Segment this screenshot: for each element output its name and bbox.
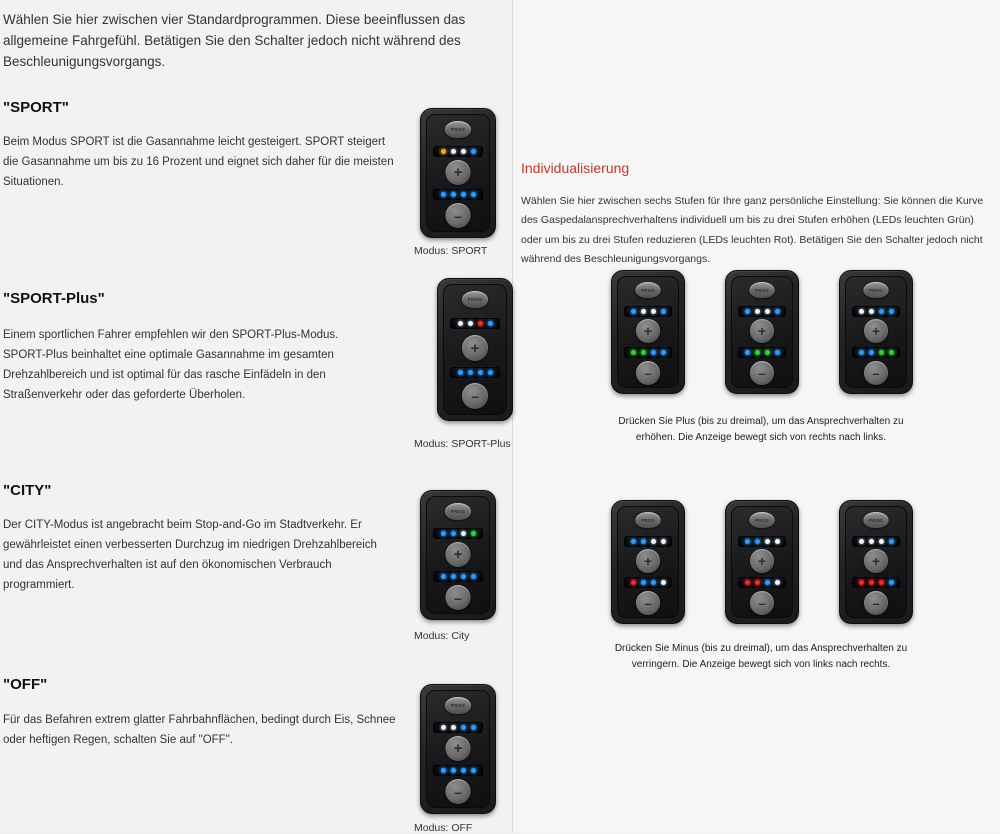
led — [765, 580, 770, 585]
minus-symbol: – — [454, 589, 462, 606]
led — [441, 725, 446, 730]
led — [471, 149, 476, 154]
device-face — [845, 276, 907, 388]
caption-sport: Modus: SPORT — [414, 245, 488, 257]
plus-button[interactable] — [864, 549, 888, 573]
right-column — [513, 0, 1000, 833]
led — [471, 725, 476, 730]
led — [755, 309, 760, 314]
minus-symbol: – — [758, 595, 766, 611]
led-row-bottom — [624, 347, 672, 358]
section-title-sport: "SPORT" — [3, 99, 69, 116]
led — [661, 539, 666, 544]
led — [651, 539, 656, 544]
led — [451, 192, 456, 197]
led — [451, 149, 456, 154]
device-face — [731, 506, 793, 618]
led — [451, 725, 456, 730]
led — [471, 574, 476, 579]
plus-symbol: + — [871, 553, 881, 569]
led — [461, 531, 466, 536]
led — [755, 580, 760, 585]
minus-symbol: – — [454, 783, 462, 800]
led — [641, 580, 646, 585]
section-title-city: "CITY" — [3, 482, 52, 499]
led-row-top — [738, 306, 786, 317]
led — [765, 309, 770, 314]
led-row-top-off — [433, 722, 483, 733]
led-row-top — [852, 536, 900, 547]
minus-button[interactable] — [636, 361, 660, 385]
led-row-top — [738, 536, 786, 547]
led-row-bottom — [852, 577, 900, 588]
led — [441, 149, 446, 154]
device-sport[interactable] — [420, 108, 496, 238]
prog-button[interactable]: PROG — [864, 282, 889, 298]
minus-button[interactable] — [750, 591, 774, 615]
led — [869, 580, 874, 585]
led — [468, 370, 473, 375]
minus-symbol: – — [644, 365, 652, 381]
led-row-top-sport-plus — [450, 318, 500, 329]
led — [661, 350, 666, 355]
section-body-city: Der CITY-Modus ist angebracht beim Stop-and-Go im Stadtverkehr. Er gewährleistet einen verbesserten Durchzug im niedrigen Drehzahlbereich und das Ansprechverhalten ist auf den ökonomischen Verbrauch programmiert. — [3, 519, 377, 592]
led — [745, 580, 750, 585]
prog-button-sport[interactable]: PROG — [445, 121, 471, 138]
plus-button-city[interactable] — [446, 542, 471, 567]
minus-button-off[interactable] — [446, 779, 471, 804]
minus-row-caption: Drücken Sie Minus (bis zu dreimal), um das Ansprechverhalten zu verringern. Die Anzeige bewegt sich von links nach rechts. — [614, 643, 908, 670]
minus-symbol: – — [758, 365, 766, 381]
prog-button-sport-plus[interactable]: PROG — [462, 291, 488, 308]
led — [478, 370, 483, 375]
prog-button[interactable]: PROG — [750, 512, 775, 528]
led — [879, 580, 884, 585]
led — [458, 370, 463, 375]
led — [859, 350, 864, 355]
plus-button-sport[interactable] — [446, 160, 471, 185]
individualisierung-body: Wählen Sie hier zwischen sechs Stufen für Ihre ganz persönliche Einstellung: Sie können die Kurve des Gaspedalansprechverhaltens individuell um bis zu drei Stufen erhöhen (LEDs leuchten Grün) oder um bis zu drei Stufen reduzieren (LEDs leuchten Rot). Betätigen Sie den Schalter jedoch nicht während des Beschleunigungsvorgangs. — [521, 195, 984, 266]
led-row-top — [624, 306, 672, 317]
section-title-sport-plus: "SPORT-Plus" — [3, 290, 105, 307]
led-row-top-city — [433, 528, 483, 539]
led — [889, 580, 894, 585]
device-face — [617, 276, 679, 388]
caption-sport-plus: Modus: SPORT-Plus — [414, 438, 511, 450]
led — [661, 580, 666, 585]
plus-button[interactable] — [636, 319, 660, 343]
led — [869, 350, 874, 355]
prog-button[interactable]: PROG — [636, 512, 661, 528]
led — [461, 192, 466, 197]
section-body-sport: Beim Modus SPORT ist die Gasannahme leicht gesteigert. SPORT steigert die Gasannahme um bis zu 16 Prozent und eignet sich daher für die meisten Situationen. — [3, 136, 394, 189]
led — [478, 321, 483, 326]
device-off[interactable] — [420, 684, 496, 814]
led — [889, 350, 894, 355]
section-body-sport-plus: Einem sportlichen Fahrer empfehlen wir den SPORT-Plus-Modus. SPORT-Plus beinhaltet eine optimale Gasannahme im gesamten Drehzahlbereich und ist optimal für das rasche Einfädeln in den Straßenverkehr oder das geforderte Überholen. — [3, 329, 339, 402]
caption-off: Modus: OFF — [414, 822, 473, 834]
led — [471, 192, 476, 197]
led — [859, 539, 864, 544]
led — [859, 309, 864, 314]
prog-button[interactable]: PROG — [636, 282, 661, 298]
led — [441, 531, 446, 536]
led — [451, 531, 456, 536]
led-row-bottom — [738, 577, 786, 588]
intro-paragraph: Wählen Sie hier zwischen vier Standardprogrammen. Diese beeinflussen das allgemeine Fahrgefühl. Betätigen Sie den Schalter jedoch nicht während des Beschleunigungsvorgangs. — [3, 12, 466, 69]
prog-button-off[interactable]: PROG — [445, 697, 471, 714]
plus-symbol: + — [453, 740, 463, 757]
device-face — [617, 506, 679, 618]
led — [488, 321, 493, 326]
device-minus-step-3[interactable] — [839, 500, 913, 624]
led-row-bottom-city — [433, 571, 483, 582]
led — [661, 309, 666, 314]
led — [651, 580, 656, 585]
minus-symbol: – — [471, 388, 479, 404]
led — [461, 725, 466, 730]
led — [641, 539, 646, 544]
prog-button-city[interactable]: PROG — [445, 503, 471, 520]
led-row-top-sport — [433, 146, 483, 157]
plus-button-sport-plus[interactable] — [462, 335, 488, 361]
led — [488, 370, 493, 375]
led — [879, 350, 884, 355]
minus-symbol: – — [454, 207, 462, 224]
led — [879, 539, 884, 544]
minus-button-sport-plus[interactable] — [462, 383, 488, 409]
caption-city: Modus: City — [414, 630, 470, 642]
led — [441, 768, 446, 773]
plus-symbol: + — [757, 553, 767, 569]
led-row-bottom-off — [433, 765, 483, 776]
plus-button-off[interactable] — [446, 736, 471, 761]
device-minus-step-1[interactable] — [611, 500, 685, 624]
led-row-bottom — [852, 347, 900, 358]
led — [745, 539, 750, 544]
minus-button[interactable] — [636, 591, 660, 615]
plus-button[interactable] — [750, 319, 774, 343]
led — [631, 309, 636, 314]
plus-button[interactable] — [636, 549, 660, 573]
led — [755, 539, 760, 544]
minus-button[interactable] — [864, 361, 888, 385]
led — [765, 539, 770, 544]
led — [641, 350, 646, 355]
led — [641, 309, 646, 314]
led — [879, 309, 884, 314]
led — [471, 531, 476, 536]
led — [775, 350, 780, 355]
device-face — [426, 496, 490, 614]
device-plus-step-2[interactable] — [725, 270, 799, 394]
section-body-off: Für das Befahren extrem glatter Fahrbahnflächen, bedingt durch Eis, Schnee oder heftigen Regen, schalten Sie auf "OFF". — [3, 714, 396, 747]
device-face — [426, 690, 490, 808]
led — [468, 321, 473, 326]
plus-symbol: + — [453, 164, 463, 181]
device-plus-step-3[interactable] — [839, 270, 913, 394]
device-face — [426, 114, 490, 232]
led — [775, 539, 780, 544]
led — [461, 768, 466, 773]
led-row-bottom-sport — [433, 189, 483, 200]
led — [441, 192, 446, 197]
led-row-top — [852, 306, 900, 317]
led — [889, 309, 894, 314]
led — [869, 309, 874, 314]
plus-row-caption: Drücken Sie Plus (bis zu dreimal), um das Ansprechverhalten zu erhöhen. Die Anzeige bewegt sich von rechts nach links. — [618, 416, 904, 443]
led — [651, 309, 656, 314]
led — [461, 574, 466, 579]
minus-button[interactable] — [750, 361, 774, 385]
led-row-top — [624, 536, 672, 547]
led — [775, 309, 780, 314]
plus-button[interactable] — [864, 319, 888, 343]
section-title-off: "OFF" — [3, 676, 48, 693]
led — [755, 350, 760, 355]
led — [441, 574, 446, 579]
led — [651, 350, 656, 355]
led — [631, 350, 636, 355]
minus-button[interactable] — [864, 591, 888, 615]
device-face — [443, 284, 507, 415]
prog-button[interactable]: PROG — [864, 512, 889, 528]
led — [889, 539, 894, 544]
led — [631, 539, 636, 544]
device-plus-step-1[interactable] — [611, 270, 685, 394]
led — [451, 574, 456, 579]
individualisierung-title: Individualisierung — [521, 160, 630, 176]
minus-button-city[interactable] — [446, 585, 471, 610]
minus-symbol: – — [872, 595, 880, 611]
led — [451, 768, 456, 773]
device-sport-plus[interactable] — [437, 278, 513, 421]
led — [461, 149, 466, 154]
led — [859, 580, 864, 585]
led-row-bottom — [738, 347, 786, 358]
plus-symbol: + — [643, 323, 653, 339]
led — [631, 580, 636, 585]
prog-button[interactable]: PROG — [750, 282, 775, 298]
device-face — [731, 276, 793, 388]
plus-symbol: + — [453, 546, 463, 563]
device-city[interactable] — [420, 490, 496, 620]
plus-symbol: + — [470, 339, 480, 357]
device-face — [845, 506, 907, 618]
led — [869, 539, 874, 544]
led-row-bottom — [624, 577, 672, 588]
led — [745, 350, 750, 355]
minus-symbol: – — [644, 595, 652, 611]
minus-button-sport[interactable] — [446, 203, 471, 228]
led — [765, 350, 770, 355]
led — [471, 768, 476, 773]
plus-symbol: + — [643, 553, 653, 569]
plus-symbol: + — [757, 323, 767, 339]
minus-symbol: – — [872, 365, 880, 381]
device-minus-step-2[interactable] — [725, 500, 799, 624]
led — [745, 309, 750, 314]
led — [458, 321, 463, 326]
plus-button[interactable] — [750, 549, 774, 573]
led-row-bottom-sport-plus — [450, 367, 500, 378]
plus-symbol: + — [871, 323, 881, 339]
led — [775, 580, 780, 585]
